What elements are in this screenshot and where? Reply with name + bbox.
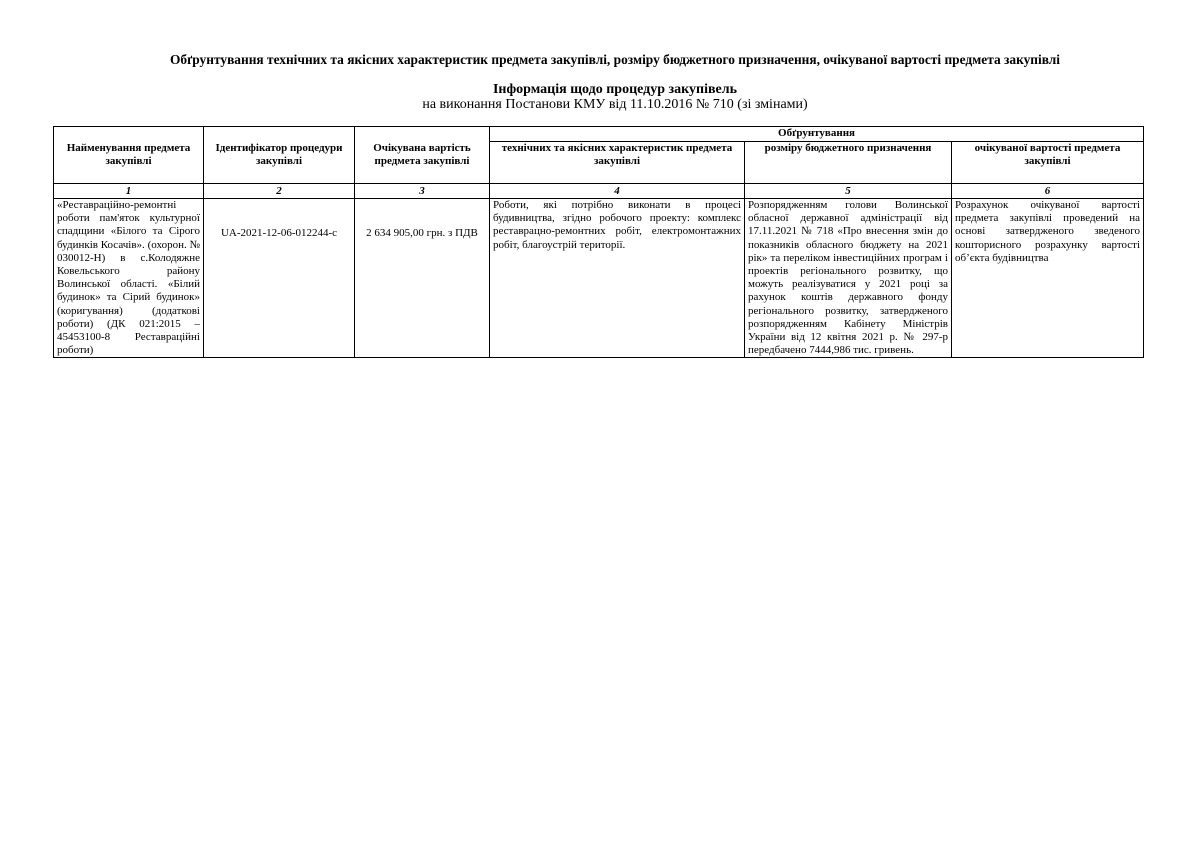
info-subtitle: на виконання Постанови КМУ від 11.10.2016 № 710 (зі змінами) <box>422 97 808 112</box>
cell-identifier: UA-2021-12-06-012244-c <box>204 199 355 358</box>
procurement-table <box>53 126 1144 358</box>
header-identifier: Ідентифікатор процедури закупівлі <box>204 127 355 184</box>
header-cost-justification: очікуваної вартості предмета закупівлі <box>952 142 1144 184</box>
header-expected-cost: Очікувана вартість предмета закупівлі <box>355 127 490 184</box>
cell-subject: «Реставраційно-ремонтні роботи пам'яток культурної спадщини «Білого та Сірого будинків Косачів». (охорон. № 030012-Н) в с.Колодяжне Ковельського району Волинської області. «Білий будинок» та Сірий будинок» (коригування) (додаткові роботи) (ДК 021:2015 – 45453100-8 Реставраційні роботи) <box>54 199 204 358</box>
column-number: 5 <box>745 184 952 199</box>
cell-budget: Розпорядженням голови Волинської обласної державної адміністрації від 17.11.2021 № 718 «Про внесення змін до показників обласного бюджету на 2021 рік» та переліком інвестиційних програм і проектів регіонального розвитку, що можуть реалізуватися у 2021 році за рахунок коштів державного фонду регіонального розвитку, затвердженого розпорядженням Кабінету Міністрів України від 12 квітня 2021 р. № 297-р передбачено 7444,986 тис. гривень. <box>745 199 952 358</box>
header-row-top <box>54 127 1144 142</box>
cell-technical: Роботи, які потрібно виконати в процесі будивництва, згідно робочого проекту: комплекс реставрацно-ремонтних робіт, електромонтажних робіт, благоустрій території. <box>490 199 745 358</box>
header-technical: технічних та якісних характеристик предмета закупівлі <box>490 142 745 184</box>
column-number: 2 <box>204 184 355 199</box>
column-number: 3 <box>355 184 490 199</box>
cell-cost-justification: Розрахунок очікуваної вартості предмета закупівлі проведений на основі затвердженого зведеного кошторисного розрахунку вартості об’єкта будівництва <box>952 199 1144 358</box>
header-justification-group: Обґрунтування <box>490 127 1144 142</box>
column-number: 1 <box>54 184 204 199</box>
column-number: 4 <box>490 184 745 199</box>
header-subject: Найменування предмета закупівлі <box>54 127 204 184</box>
main-heading: Обґрунтування технічних та якісних характеристик предмета закупівлі, розміру бюджетного призначення, очікуваної вартості предмета закупівлі <box>169 52 1061 67</box>
cell-expected-cost: 2 634 905,00 грн. з ПДВ <box>355 199 490 358</box>
header-budget: розміру бюджетного призначення <box>745 142 952 184</box>
column-number: 6 <box>952 184 1144 199</box>
table-row <box>54 199 1144 358</box>
info-title: Інформація щодо процедур закупівель <box>492 82 738 97</box>
column-numbers-row <box>54 184 1144 199</box>
